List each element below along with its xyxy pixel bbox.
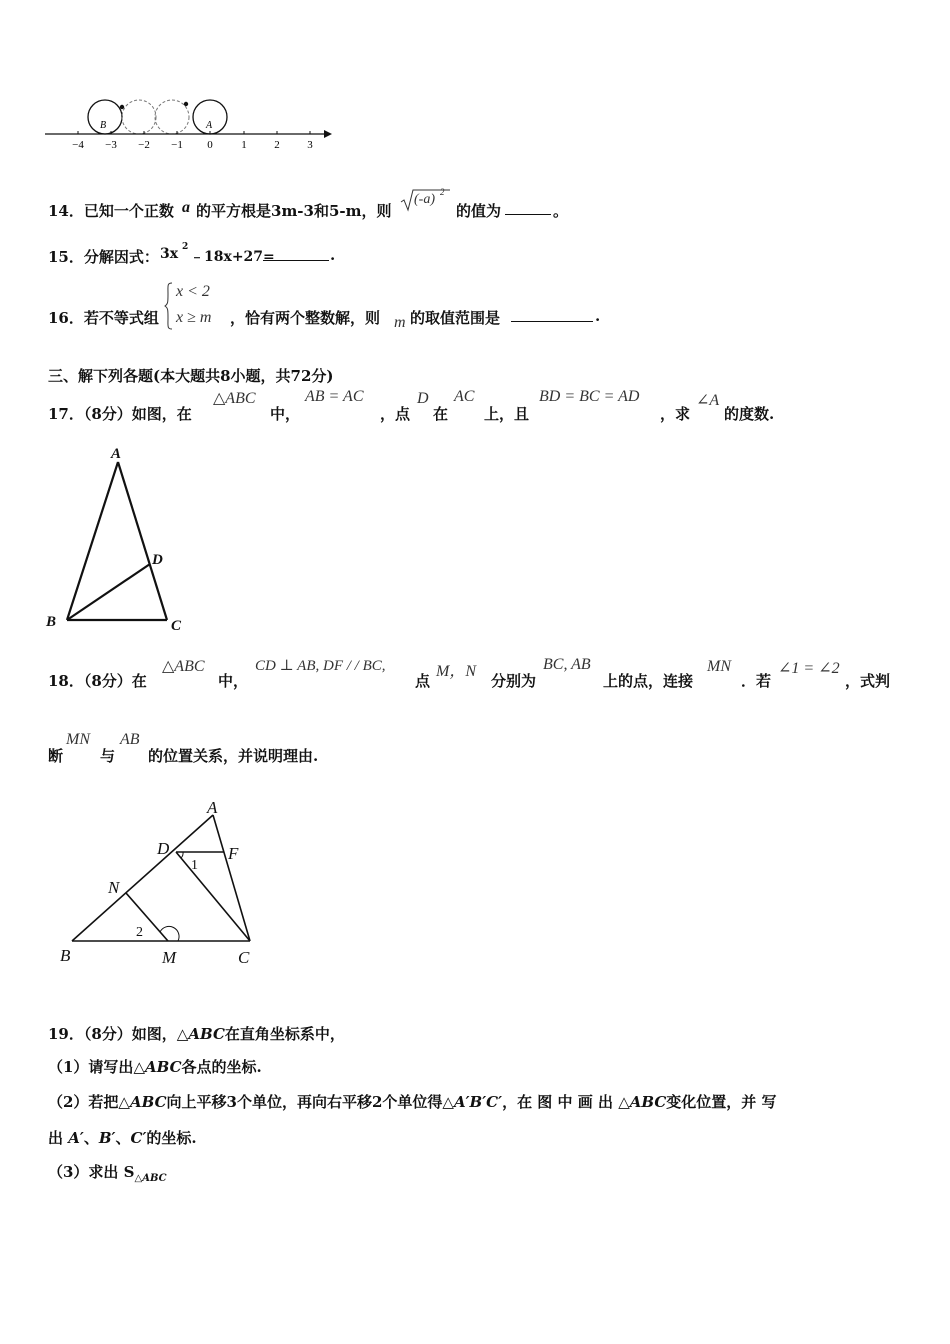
figure-17-triangle xyxy=(40,440,200,640)
tick-label: −4 xyxy=(72,139,84,151)
segment-ac xyxy=(213,815,250,941)
q14-suffix: 的值为 xyxy=(456,202,502,220)
q19-s2-c: ，在 图 中 画 出 △ xyxy=(502,1093,630,1111)
tick-label: −3 xyxy=(105,139,117,151)
q17-math-6: ∠A xyxy=(696,392,720,409)
segment-ab xyxy=(67,462,118,620)
q19-s1-a: （1）请写出△ xyxy=(48,1058,145,1076)
tick-label: −2 xyxy=(138,139,150,151)
q18-math-2: CD ⊥ AB, DF / / BC, xyxy=(255,658,386,674)
q19-sub-3 xyxy=(48,1161,167,1184)
vertex-a-label: A xyxy=(207,798,218,817)
q18-text-4: 分别为 xyxy=(491,672,537,690)
q15-expr-a: 3x xyxy=(160,246,179,262)
q16-inequality-2: x ≥ m xyxy=(176,309,212,326)
q15-end: . xyxy=(330,246,336,264)
q17-math-3: D xyxy=(417,390,429,407)
q19-s2-b: 向上平移3个单位，再向右平移2个单位得△ xyxy=(166,1093,454,1111)
segment-bd xyxy=(67,564,150,620)
vertex-b-label: B xyxy=(60,946,71,965)
q19-s2-l2-b: 的坐标. xyxy=(146,1129,197,1147)
q18-text-3: 点 xyxy=(415,672,431,690)
circle-dashed-1 xyxy=(122,100,156,134)
q19-sub-2-line-2 xyxy=(48,1127,197,1148)
q14-end: 。 xyxy=(553,202,569,220)
q19-s2-l2-sep2: 、 xyxy=(115,1129,131,1147)
q16-var-m: m xyxy=(394,314,406,331)
vertex-f-label: F xyxy=(228,844,239,863)
q18-line2-text-2: 与 xyxy=(100,747,116,765)
q17-text-4: 在 xyxy=(433,405,449,423)
q17-text-2: 中， xyxy=(270,405,301,423)
q17-text-7: 的度数. xyxy=(724,405,775,423)
vertex-d-label: D xyxy=(157,839,170,858)
q14-prefix: 14．已知一个正数 xyxy=(48,202,174,220)
q19-intro xyxy=(48,1023,345,1044)
q18-math-1: △ABC xyxy=(162,658,205,675)
segment-mn xyxy=(126,893,168,941)
q19-s2-l2-ap: A′ xyxy=(68,1129,84,1147)
q19-s2-prime: A′B′C′ xyxy=(453,1093,503,1111)
number-line-figure xyxy=(40,95,340,155)
q16-mid: ，恰有两个整数解，则 xyxy=(230,309,381,327)
q19-s2-abc: ABC xyxy=(129,1093,167,1111)
q14-answer-blank[interactable] xyxy=(505,200,551,215)
q17-math-1: △ABC xyxy=(213,390,256,407)
q19-s2-a: （2）若把△ xyxy=(48,1093,130,1111)
q14-radicand: (-a) xyxy=(414,192,435,207)
tick-label: 1 xyxy=(241,139,247,151)
q17-math-2: AB = AC xyxy=(305,388,364,405)
q18-math-6: ∠1 = ∠2 xyxy=(778,660,840,677)
segment-ab xyxy=(72,815,213,941)
tick-label: 2 xyxy=(274,139,280,151)
vertex-c-label: C xyxy=(171,618,182,634)
q16-suffix: 的取值范围是 xyxy=(410,309,501,327)
circle-dashed-2 xyxy=(155,100,189,134)
q19-s2-d: 变化位置，并 写 xyxy=(666,1093,777,1111)
q17-text-3: ，点 xyxy=(380,405,411,423)
q18-line2-math-2: AB xyxy=(120,731,140,748)
q19-sub-2 xyxy=(48,1091,890,1112)
q19-s3-a: （3）求出 S xyxy=(48,1163,135,1181)
q14-var-a: a xyxy=(182,199,190,216)
point-a-label: A xyxy=(206,120,213,131)
q18-line2-math-1: MN xyxy=(66,731,90,748)
q17-math-5: BD = BC = AD xyxy=(539,388,640,405)
angle-1-arc xyxy=(181,852,183,858)
angle-1-label: 1 xyxy=(191,858,198,873)
q19-s2-l2-a: 出 xyxy=(48,1129,69,1147)
vertex-a-label: A xyxy=(111,446,122,462)
axis-arrow-icon xyxy=(324,130,332,138)
q17-text-6: ，求 xyxy=(660,405,691,423)
q19-s2-l2-sep1: 、 xyxy=(83,1129,99,1147)
q17-text-5: 上，且 xyxy=(484,405,530,423)
tick-label: 3 xyxy=(307,139,313,151)
marker-dot-1 xyxy=(120,105,124,109)
point-b-label: B xyxy=(100,120,107,131)
vertex-d-label: D xyxy=(152,552,163,568)
q18-math-4: BC, AB xyxy=(543,656,591,673)
q18-text-1: 18．（8分）在 xyxy=(48,672,147,690)
q15-answer-blank[interactable] xyxy=(263,246,329,261)
vertex-m-label: M xyxy=(162,948,177,967)
tick-label: −1 xyxy=(171,139,183,151)
q16-end: . xyxy=(595,307,601,325)
segment-cd xyxy=(176,852,250,941)
q18-line2-text-1: 断 xyxy=(48,747,64,765)
q18-line2-text-3: 的位置关系，并说明理由. xyxy=(148,747,319,765)
q19-s2-l2-bp: B′ xyxy=(98,1129,116,1147)
angle-2-arc xyxy=(160,926,179,941)
vertex-b-label: B xyxy=(46,614,57,630)
q18-math-3: M，N xyxy=(436,663,477,680)
q19-s3-sub: △ABC xyxy=(134,1173,167,1184)
q18-text-5: 上的点，连接 xyxy=(603,672,694,690)
q19-intro-a: 19．（8分）如图，△ xyxy=(48,1025,189,1043)
marker-dot-2 xyxy=(184,102,188,106)
q18-text-2: 中， xyxy=(218,672,249,690)
angle-2-label: 2 xyxy=(136,925,143,940)
vertex-c-label: C xyxy=(238,948,250,967)
figure-18-triangle xyxy=(50,795,270,975)
q16-prefix: 16．若不等式组 xyxy=(48,309,159,327)
q19-intro-abc: ABC xyxy=(188,1025,225,1043)
q18-text-6: ．若 xyxy=(741,672,772,690)
q19-s1-abc: ABC xyxy=(144,1058,182,1076)
q14-mid: 的平方根是3m-3和5-m，则 xyxy=(196,202,392,220)
q19-s2-l2-cp: C′ xyxy=(130,1129,147,1147)
segment-ac xyxy=(118,462,167,620)
brace-icon xyxy=(164,282,174,330)
q15-prefix: 15．分解因式： xyxy=(48,248,159,266)
q16-answer-blank[interactable] xyxy=(511,307,593,322)
q19-s2-abc2: ABC xyxy=(629,1093,667,1111)
q19-s1-b: 各点的坐标. xyxy=(181,1058,262,1076)
q16-inequality-1: x < 2 xyxy=(176,283,210,300)
vertex-n-label: N xyxy=(108,878,120,897)
q19-sub-1 xyxy=(48,1056,262,1077)
q18-text-7: ，式判 xyxy=(845,672,891,690)
q17-text-1: 17．（8分）如图，在 xyxy=(48,405,192,423)
q15-expr-b: ﹣18x+27= xyxy=(190,249,275,265)
section-3-title: 三、解下列各题(本大题共8小题，共72分) xyxy=(48,367,334,385)
q18-math-5: MN xyxy=(707,658,731,675)
q14-exponent: 2 xyxy=(440,187,445,197)
q17-math-4: AC xyxy=(454,388,475,405)
q15-sup: 2 xyxy=(182,242,189,252)
tick-label: 0 xyxy=(207,139,213,151)
q19-intro-b: 在直角坐标系中， xyxy=(224,1025,345,1043)
